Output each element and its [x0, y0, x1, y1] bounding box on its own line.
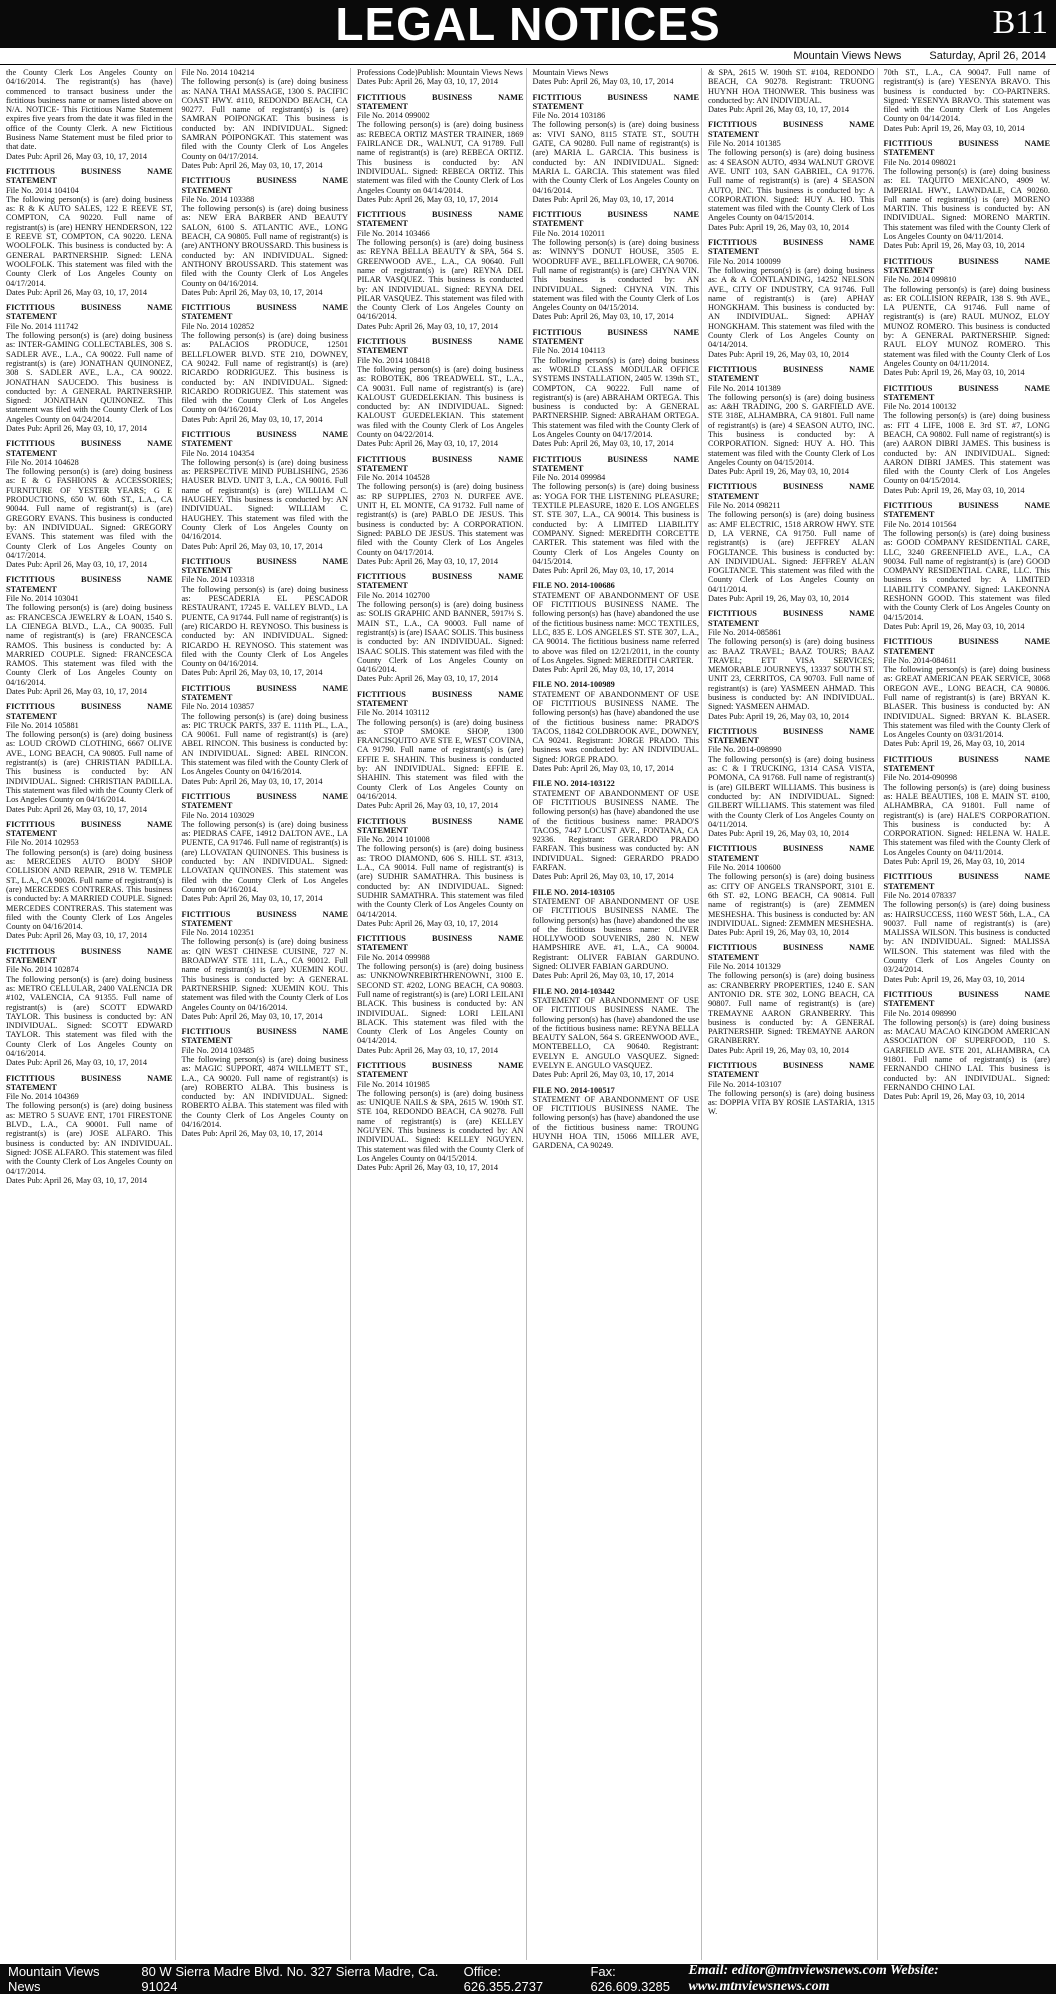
notice-head: FICTITIOUS BUSINESS NAME STATEMENT — [357, 93, 524, 112]
notice-pub: Dates Pub: April 19, 26, May 03, 10, 2014 — [708, 1046, 875, 1055]
notice-file: File No. 2014 100600 — [708, 863, 875, 872]
notice-file: File No. 2014 101564 — [884, 520, 1051, 529]
notice-file: File No. 2014 104628 — [6, 458, 173, 467]
notice-body: The following person(s) is (are) doing business as: PESCADERIA EL PESCADOR RESTAURANT, 17245 E. VALLEY BLVD., LA PUENTE, CA 91744. Full name of registrant(s) is (are) RICARDO H. REYNOSO. This business is conducted by: AN INDIVIDUAL. Signed: RICARDO H. REYNOSO. This statement was filed with the County Clerk of Los Angeles County on 04/16/2014. — [182, 585, 349, 669]
legal-notice — [182, 68, 349, 170]
notice-pub: Dates Pub: April 19, 26, May 03, 10, 2014 — [708, 829, 875, 838]
notice-body: The following person(s) is (are) doing business as: PIC TRUCK PARTS, 337 E. 111th PL., L.A., CA 90061. Full name of registrant(s) is (are) ABEL RINCON. This business is conducted by: AN INDIVIDUAL. Signed: ABEL RINCON. This statement was filed with the County Clerk of Los Angeles County on 04/16/2014. — [182, 712, 349, 777]
notice-file: File No. 2014 101389 — [708, 384, 875, 393]
notice-head: FICTITIOUS BUSINESS NAME STATEMENT — [6, 820, 173, 839]
notice-file: File No. 2014 098211 — [708, 501, 875, 510]
notice-head: FICTITIOUS BUSINESS NAME STATEMENT — [182, 430, 349, 449]
notice-head: FICTITIOUS BUSINESS NAME STATEMENT — [6, 303, 173, 322]
legal-notice — [182, 303, 349, 424]
notice-file: File No. 2014 098021 — [884, 158, 1051, 167]
notice-pub: Dates Pub: April 26, May 03, 10, 17, 2014 — [182, 777, 349, 786]
notice-head: FICTITIOUS BUSINESS NAME STATEMENT — [884, 637, 1051, 656]
legal-notice — [6, 702, 173, 814]
legal-notice — [533, 581, 700, 674]
notice-body: The following person(s) is (are) doing business as: ROBOTEK, 806 TREADWELL ST., L.A., CA 90031. Full name of registrant(s) is (are) KALOUST GUEDELEKIAN. This business is conducted by: AN INDIVIDUAL. Signed: KALOUST GUEDELEKIAN. This statement was filed with the County Clerk of Los Angeles County on 04/22/2014. — [357, 365, 524, 439]
legal-notice — [533, 328, 700, 449]
notice-head: FICTITIOUS BUSINESS NAME STATEMENT — [884, 139, 1051, 158]
notice-head: FICTITIOUS BUSINESS NAME STATEMENT — [708, 238, 875, 257]
notice-head: FICTITIOUS BUSINESS NAME STATEMENT — [884, 990, 1051, 1009]
notice-file: File No. 2014 104354 — [182, 449, 349, 458]
legal-notice — [708, 727, 875, 839]
notice-file: File No. 2014-090998 — [884, 773, 1051, 782]
legal-notice — [357, 1061, 524, 1173]
notice-pub: Dates Pub: April 26, May 03, 10, 17, 2014 — [357, 195, 524, 204]
notice-file: File No. 2014 108418 — [357, 356, 524, 365]
notice-head: FICTITIOUS BUSINESS NAME STATEMENT — [884, 501, 1051, 520]
footer-bar — [0, 1964, 1056, 1994]
footer-office: Office: 626.355.2737 — [464, 1964, 573, 1994]
notice-file: File No. 2014 102011 — [533, 229, 700, 238]
notice-file: File No. 2014 103318 — [182, 575, 349, 584]
notice-head: FICTITIOUS BUSINESS NAME STATEMENT — [6, 947, 173, 966]
notice-file: File No. 2014-103107 — [708, 1080, 875, 1089]
notice-head: FICTITIOUS BUSINESS NAME STATEMENT — [533, 328, 700, 347]
notice-body: The following person(s) is (are) doing business as: SOLIS GRAPHIC AND BANNER, 5917½ S. MAIN ST., L.A., CA 90003. Full name of registrant(s) is (are) ISAAC SOLIS. This business is conducted by: AN INDIVIDUAL. Signed: ISAAC SOLIS. This statement was filed with the County Clerk of Los Angeles County on 04/16/2014. — [357, 600, 524, 674]
notice-pub: Dates Pub: April 26, May 03, 10, 17, 2014 — [533, 77, 700, 86]
legal-notice — [884, 257, 1051, 378]
notice-head: FICTITIOUS BUSINESS NAME STATEMENT — [182, 303, 349, 322]
notice-pub: Dates Pub: April 26, May 03, 10, 17, 2014 — [182, 542, 349, 551]
legal-notice — [357, 337, 524, 449]
legal-notice — [6, 167, 173, 297]
notice-body: The following person(s) is (are) doing business as: A & A CONTLANDING, 14252 NELSON AVE., CITY OF INDUSTRY, CA 91746. Full name of registrant(s) is (are) APHAY HONGKHAM. This business is conducted by: AN INDIVIDUAL. Signed: APHAY HONGKHAM. This statement was filed with the County Clerk of Los Angeles County on 04/14/2014. — [708, 266, 875, 350]
notice-pub: Dates Pub: April 19, 26, May 03, 10, 2014 — [884, 486, 1051, 495]
notice-pub: Dates Pub: April 19, 26, May 03, 10, 2014 — [884, 857, 1051, 866]
notice-body: The following person(s) is (are) doing business as: FRANCESCA JEWELRY & LOAN, 1540 S. LA CIENEGA BLVD., L.A., CA 90035. Full name of registrant(s) is (are) FRANCESCA RAMOS. This business is conducted by: A MARRIED COUPLE. Signed: FRANCESCA RAMOS. This statement was filed with the County Clerk of Los Angeles County on 04/16/2014. — [6, 603, 173, 687]
legal-notice — [884, 637, 1051, 749]
notice-file: File No. 2014 101985 — [357, 1080, 524, 1089]
notice-pub: Dates Pub: April 26, May 03, 10, 17, 2014 — [357, 1163, 524, 1172]
notice-body: The following person(s) is (are) doing business as: QIN WEST CHINESE CUISINE, 727 N. BROADWAY STE 111, L.A., CA 90012. Full name of registrant(s) is (are) XUEMIN KOU. This business is conducted by: A GENERAL PARTNERSHIP. Signed: XUEMIN KOU. This statement was filed with the County Clerk of Los Angeles County on 04/16/2014. — [182, 937, 349, 1011]
notice-body: STATEMENT OF ABANDONMENT OF USE OF FICTITIOUS BUSINESS NAME. The following person(s) has (have) abandoned the use of the fictitious business name: MCC TEXTILES, LLC, 835 E. LOS ANGELES ST. STE 307, L.A., CA 90014. The fictitious business name referred to above was filed on 12/21/2011, in the county of Los Angeles. Signed: MEREDITH CARTER. — [533, 591, 700, 665]
notice-head: FICTITIOUS BUSINESS NAME STATEMENT — [6, 575, 173, 594]
legal-notice — [357, 934, 524, 1055]
notice-pub: Dates Pub: April 26, May 03, 10, 17, 2014 — [357, 439, 524, 448]
notice-file: File No. 2014 102953 — [6, 838, 173, 847]
notice-pub: Dates Pub: April 26, May 03, 10, 17, 2014 — [6, 424, 173, 433]
notice-column — [706, 68, 878, 1960]
legal-notice — [884, 990, 1051, 1102]
notice-file: File No. 2014 103857 — [182, 702, 349, 711]
notice-body: The following person(s) is (are) doing business as: INTER-GAMING COLLECTABLES, 308 S. SADLER AVE., L.A., CA 90022. Full name of registrant(s) is (are) JONATHAN QUINONEZ, 308 S. SADLER AVE., L.A., CA 90022. JONATHAN SAUCEDO. This business is conducted by: A GENERAL PARTNERSHIP. Signed: JONATHAN QUINONEZ. This statement was filed with the County Clerk of Los Angeles County on 04/24/2014. — [6, 331, 173, 424]
footer-fax: Fax: 626.609.3285 — [590, 1964, 688, 1994]
notice-pub: Dates Pub: April 19, 26, May 03, 10, 2014 — [884, 975, 1051, 984]
notice-pub: Dates Pub: April 26, May 03, 10, 17, 2014 — [182, 1012, 349, 1021]
notice-head: FICTITIOUS BUSINESS NAME STATEMENT — [6, 439, 173, 458]
notice-head: FICTITIOUS BUSINESS NAME STATEMENT — [182, 910, 349, 929]
notice-pub: Dates Pub: April 26, May 03, 10, 17, 2014 — [182, 415, 349, 424]
notice-file: File No. 2014 105881 — [6, 721, 173, 730]
notice-pub: Dates Pub: April 26, May 03, 10, 17, 2014 — [6, 1058, 173, 1067]
notice-file: File No. 2014 111742 — [6, 322, 173, 331]
notice-pub: Dates Pub: April 26, May 03, 10, 17, 2014 — [182, 161, 349, 170]
notice-file: File No. 2014 100099 — [708, 257, 875, 266]
legal-notice — [533, 680, 700, 773]
legal-notice — [884, 872, 1051, 984]
notice-body: The following person(s) is (are) doing business as: PALACIOS PRODUCE, 12501 BELLFLOWER BLVD. STE 210, DOWNEY, CA 90242. Full name of registrant(s) is (are) RICARDO RODRIGUEZ. This business is conducted by: AN INDIVIDUAL. Signed: RICARDO RODRIGUEZ. This statement was filed with the County Clerk of Los Angeles County on 04/16/2014. — [182, 331, 349, 415]
notice-body: The following person(s) is (are) doing business as: GOOD COMPANY RESIDENTIAL CARE, LLC, 3240 GREENFIELD AVE., L.A., CA 90034. Full name of registrant(s) is (are) GOOD COMPANY RESIDENTIAL CARE, LLC. This business is conducted by: A LIMITED LIABILITY COMPANY. Signed: LAKEONNA RESHONN GOOD. This statement was filed with the County Clerk of Los Angeles County on 04/15/2014. — [884, 529, 1051, 622]
legal-notice — [884, 501, 1051, 631]
notice-file: File No. 2014 103485 — [182, 1046, 349, 1055]
notice-body: The following person(s) is (are) doing business as: E & G FASHIONS & ACCESSORIES; FURNITURE OF YESTER YEARS; G E PRODUCTIONS, 650 W. 60th ST., L.A., CA 90044. Full name of registrant(s) is (are) GREGORY EVANS. This business is conducted by: AN INDIVIDUAL. Signed: GREGORY EVANS. This statement was filed with the County Clerk of Los Angeles County on 04/17/2014. — [6, 467, 173, 560]
notice-pub: Dates Pub: April 19, 26, May 03, 10, 2014 — [708, 594, 875, 603]
notice-head: FICTITIOUS BUSINESS NAME STATEMENT — [357, 210, 524, 229]
notice-body: The following person(s) is (are) doing business as: METRO 5 SUAVE ENT, 1701 FIRESTONE BLVD., L.A., CA 90001. Full name of registrant(s) is (are) JOSE ALFARO. This business is conducted by: AN INDIVIDUAL. Signed: JOSE ALFARO. This statement was filed with the County Clerk of Los Angeles County on 04/17/2014. — [6, 1101, 173, 1175]
notice-body: The following person(s) is (are) doing business as: VIVI SANO, 8115 STATE ST., SOUTH GATE, CA 90280. Full name of registrant(s) is (are) MARIA L. GARCIA. This business is conducted by: AN INDIVIDUAL. Signed: MARIA L. GARCIA. This statement was filed with the County Clerk of Los Angeles County on 04/16/2014. — [533, 120, 700, 194]
legal-notice — [357, 210, 524, 331]
notice-pub: Dates Pub: April 19, 26, May 03, 10, 2014 — [708, 928, 875, 937]
legal-notice — [708, 844, 875, 937]
legal-notice — [708, 1061, 875, 1117]
notice-body: The following person(s) is (are) doing business as: REYNA BELLA BEAUTY & SPA, 564 S. GREENWOOD AVE., L.A., CA 90640. Full name of registrant(s) is (are) REYNA DEL PILAR VASQUEZ. This business is conducted by: AN INDIVIDUAL. Signed: REYNA DEL PILAR VASQUEZ. This statement was filed with the County Clerk of Los Angeles County on 04/16/2014. — [357, 238, 524, 322]
notice-body: Mountain Views News — [533, 68, 700, 77]
page-number: B11 — [993, 0, 1048, 46]
notice-body: & SPA, 2615 W. 190th ST. #104, REDONDO BEACH, CA 90278. Registrant: TRUONG HUYNH HOA THONWER. This business was conducted by: AN INDIVIDUAL. — [708, 68, 875, 105]
notice-head: FICTITIOUS BUSINESS NAME STATEMENT — [182, 557, 349, 576]
notice-pub: Dates Pub: April 26, May 03, 10, 17, 2014 — [533, 872, 700, 881]
legal-notice — [884, 139, 1051, 251]
notice-head: FICTITIOUS BUSINESS NAME STATEMENT — [708, 844, 875, 863]
notice-pub: Dates Pub: April 26, May 03, 10, 17, 2014 — [6, 931, 173, 940]
legal-notice — [182, 684, 349, 786]
notice-file: File No. 2014-085861 — [708, 628, 875, 637]
notice-pub: Dates Pub: April 26, May 03, 10, 17, 2014 — [533, 312, 700, 321]
notice-pub: Dates Pub: April 26, May 03, 10, 17, 2014 — [6, 687, 173, 696]
notice-file: File No. 2014 100132 — [884, 402, 1051, 411]
notice-body: The following person(s) is (are) doing business as: CRANBERRY PROPERTIES, 1240 E. SAN ANTONIO DR. STE 302, LONG BEACH, CA 90807. Full name of registrant(s) is (are) TREMAYNE AARON GRANBERRY. This business is conducted by: A GENERAL PARTNERSHIP. Signed: TREMAYNE AARON GRANBERRY. — [708, 971, 875, 1045]
notice-body: The following person(s) is (are) doing business as: TROO DIAMOND, 606 S. HILL ST. #313, L.A., CA 90014. Full name of registrant(s) is (are) SUDHIR SAMATHRA. This business is conducted by: AN INDIVIDUAL. Signed: SUDHIR SAMATHRA. This statement was filed with the County Clerk of Los Angeles County on 04/14/2014. — [357, 844, 524, 918]
notice-body: The following person(s) is (are) doing business as: C & I TRUCKING, 1314 CASA VISTA, POMONA, CA 91768. Full name of registrant(s) is (are) GILBERT WILLIAMS. This business is conducted by: AN INDIVIDUAL. Signed: GILBERT WILLIAMS. This statement was filed with the County Clerk of Los Angeles County on 04/11/2014. — [708, 755, 875, 829]
legal-notice — [533, 1086, 700, 1151]
notice-head: FICTITIOUS BUSINESS NAME STATEMENT — [357, 572, 524, 591]
legal-notice — [533, 987, 700, 1080]
legal-notice — [6, 575, 173, 696]
notice-body: The following person(s) is (are) doing business as: MAGIC SUPPORT, 4874 WILLMETT ST., L.A., CA 90020. Full name of registrant(s) is (are) ROBERTO ALBA. This business is conducted by: AN INDIVIDUAL. Signed: ROBERTO ALBA. This statement was filed with the County Clerk of Los Angeles County on 04/16/2014. — [182, 1055, 349, 1129]
notice-file: File No. 2014 102874 — [6, 965, 173, 974]
notice-pub: Dates Pub: April 19, 26, May 03, 10, 2014 — [708, 712, 875, 721]
notice-file: File No. 2014 104528 — [357, 473, 524, 482]
legal-notice — [6, 820, 173, 941]
notice-file: File No. 2014 102351 — [182, 928, 349, 937]
notice-pub: Dates Pub: April 19, 26, May 03, 10, 2014 — [884, 241, 1051, 250]
issue-date: Saturday, April 26, 2014 — [929, 50, 1046, 62]
notice-body: The following person(s) is (are) doing business as: A&H TRADING, 200 S. GARFIELD AVE. STE 318E, ALHAMBRA, CA 91801. Full name of registrant(s) is (are) 4 SEASON AUTO, INC. This business is conducted by: A CORPORATION. Signed: HUY A. HO. This statement was filed with the County Clerk of Los Angeles County on 04/15/2014. — [708, 393, 875, 467]
notice-body: The following person(s) is (are) doing business as: WORLD CLASS MODULAR OFFICE SYSTEMS INSTALLATION, 2405 W. 139th ST., COMPTON, CA 90222. Full name of registrant(s) is (are) ABRAHAM ORTEGA. This business is conducted by: A GENERAL PARTNERSHIP. Signed: ABRAHAM ORTEGA. This statement was filed with the County Clerk of Los Angeles County on 04/17/2014. — [533, 356, 700, 440]
notice-pub: Dates Pub: April 19, 26, May 03, 10, 2014 — [884, 368, 1051, 377]
notice-pub: Dates Pub: April 19, 26, May 03, 10, 2014 — [884, 622, 1051, 631]
notice-body: The following person(s) is (are) doing business as: METRO CELLULAR, 2400 VALENCIA DR #102, VALENCIA, CA 91355. Full name of registrant(s) is (are) SCOTT EDWARD TAYLOR. This business is conducted by: AN INDIVIDUAL. Signed: SCOTT EDWARD TAYLOR. This statement was filed with the County Clerk of Los Angeles County on 04/16/2014. — [6, 975, 173, 1059]
legal-notice — [182, 557, 349, 678]
legal-notice — [533, 93, 700, 205]
legal-notice — [182, 792, 349, 904]
notice-column — [180, 68, 352, 1960]
notice-file: File No. 2014 103041 — [6, 594, 173, 603]
notice-pub: Dates Pub: April 26, May 03, 10, 17, 2014 — [6, 805, 173, 814]
notice-file: File No. 2014 103466 — [357, 229, 524, 238]
notice-file: File No. 2014 103112 — [357, 708, 524, 717]
notice-head: FICTITIOUS BUSINESS NAME STATEMENT — [6, 1074, 173, 1093]
notice-head: FILE NO. 2014-100517 — [533, 1086, 700, 1095]
legal-notice — [357, 690, 524, 811]
notice-file: File No. 2014 099002 — [357, 111, 524, 120]
notice-head: FICTITIOUS BUSINESS NAME STATEMENT — [533, 455, 700, 474]
notice-pub: Dates Pub: April 26, May 03, 10, 17, 2014 — [533, 195, 700, 204]
notice-head: FICTITIOUS BUSINESS NAME STATEMENT — [182, 792, 349, 811]
notice-pub: Dates Pub: April 19, 26, May 03, 10, 2014 — [708, 467, 875, 476]
notice-body: The following person(s) is (are) doing business as: EL TAQUITO MEXICANO, 4909 W. IMPERIAL HWY., LAWNDALE, CA 90260. Full name of registrant(s) is (are) MORENO MARTIN. This business is conducted by: AN INDIVIDUAL. Signed: MORENO MARTIN. This statement was filed with the County Clerk of Los Angeles County on 04/11/2014. — [884, 167, 1051, 241]
legal-notice — [182, 430, 349, 551]
notice-head: FILE NO. 2014-103122 — [533, 779, 700, 788]
notice-file: File No. 2014 104113 — [533, 346, 700, 355]
notice-pub: Dates Pub: April 19, 26, May 03, 10, 2014 — [708, 223, 875, 232]
notice-file: File No. 2014 103186 — [533, 111, 700, 120]
legal-notice — [357, 68, 524, 87]
notice-head: FILE NO. 2014-103105 — [533, 888, 700, 897]
notice-head: FICTITIOUS BUSINESS NAME STATEMENT — [708, 482, 875, 501]
masthead-subbar — [0, 48, 1056, 65]
legal-notice — [357, 572, 524, 684]
notice-pub: Dates Pub: April 26, May 03, 10, 17, 2014 — [182, 668, 349, 677]
notice-body: The following person(s) is (are) doing business as: 4 SEASON AUTO, 4934 WALNUT GROVE AVE. UNIT 103, SAN GABRIEL, CA 91776. Full name of registrant(s) is (are) 4 SEASON AUTO, INC. This business is conducted by: A CORPORATION. Signed: HUY A. HO. This statement was filed with the County Clerk of Los Angeles County on 04/15/2014. — [708, 148, 875, 222]
legal-notice — [357, 817, 524, 929]
notice-column — [882, 68, 1053, 1960]
notice-body: The following person(s) is (are) doing business as: REBECA ORTIZ MASTER TRAINER, 1869 FAIRLANCE DR., WALNUT, CA 91789. Full name of registrant(s) is (are) REBECA ORTIZ. This business is conducted by: AN INDIVIDUAL. Signed: REBECA ORTIZ. This statement was filed with the County Clerk of Los Angeles County on 04/14/2014. — [357, 120, 524, 194]
legal-notice — [708, 68, 875, 114]
notice-file: File No. 2014 101329 — [708, 962, 875, 971]
legal-notice — [6, 68, 173, 161]
notice-head: FICTITIOUS BUSINESS NAME STATEMENT — [708, 727, 875, 746]
notice-body: STATEMENT OF ABANDONMENT OF USE OF FICTITIOUS BUSINESS NAME. The following person(s) has (have) abandoned the use of the fictitious business name: OLIVER HOLLYWOOD SOUVENIRS, 280 N. NEW HAMPSHIRE AVE. #1, L.A., CA 90004. Registrant: OLIVER FABIAN GARDUNO. Signed: OLIVER FABIAN GARDUNO. — [533, 897, 700, 971]
legal-notice — [182, 176, 349, 297]
notice-pub: Dates Pub: April 19, 26, May 03, 10, 2014 — [884, 739, 1051, 748]
legal-notice — [884, 384, 1051, 496]
footer-contact: Email: editor@mtnviewsnews.com Website: www.mtnviewsnews.com — [688, 1963, 1048, 1995]
notice-head: FICTITIOUS BUSINESS NAME STATEMENT — [182, 684, 349, 703]
notice-body: The following person(s) is (are) doing business as: NANA THAI MASSAGE, 1300 S. PACIFIC COAST HWY. #110, REDONDO BEACH, CA 90277. Full name of registrant(s) is (are) SAMRAN POIPONGKAT. This business is conducted by: AN INDIVIDUAL. Signed: SAMRAN POIPONGKAT. This statement was filed with the County Clerk of Los Angeles County on 04/17/2014. — [182, 77, 349, 161]
notice-pub: Dates Pub: April 26, May 03, 10, 17, 2014 — [6, 560, 173, 569]
legal-notice — [182, 1027, 349, 1139]
notice-head: FICTITIOUS BUSINESS NAME STATEMENT — [6, 167, 173, 186]
notice-head: FILE NO. 2014-100989 — [533, 680, 700, 689]
notice-pub: Dates Pub: April 26, May 03, 10, 17, 2014 — [6, 1176, 173, 1185]
notice-body: The following person(s) is (are) doing business as: HAIRSUCCESS, 1160 WEST 56th, L.A., CA 90037. Full name of registrant(s) is (are) MALISSA WILSON. This business is conducted by: AN INDIVIDUAL. Signed: MALISSA WILSON. This statement was filed with the County Clerk of Los Angeles County on 03/24/2014. — [884, 900, 1051, 974]
notice-head: FICTITIOUS BUSINESS NAME STATEMENT — [357, 455, 524, 474]
legal-notice — [182, 910, 349, 1022]
notice-head: FICTITIOUS BUSINESS NAME STATEMENT — [708, 120, 875, 139]
notice-pub: Dates Pub: April 26, May 03, 10, 17, 2014 — [357, 674, 524, 683]
notice-body: Professions Code)Publish: Mountain Views News — [357, 68, 524, 77]
notice-head: FICTITIOUS BUSINESS NAME STATEMENT — [357, 934, 524, 953]
notice-file: File No. 2014 103388 — [182, 195, 349, 204]
notice-head: FICTITIOUS BUSINESS NAME STATEMENT — [533, 210, 700, 229]
notice-head: FILE NO. 2014-103442 — [533, 987, 700, 996]
publication-name: Mountain Views News — [793, 50, 901, 62]
notice-head: FICTITIOUS BUSINESS NAME STATEMENT — [708, 365, 875, 384]
notice-head: FICTITIOUS BUSINESS NAME STATEMENT — [357, 690, 524, 709]
notice-body: The following person(s) is (are) doing business as: R & K AUTO SALES, 122 E REEVE ST, COMPTON, CA 90220. Full name of registrant(s) is (are) HENRY HENDERSON, 122 E REEVE ST, COMPTON, CA 90220. LENA WOOLFOLK. This business is conducted by: A GENERAL PARTNERSHIP. Signed: LENA WOOLFOLK. This statement was filed with the County Clerk of Los Angeles County on 04/17/2014. — [6, 195, 173, 288]
notice-head: FICTITIOUS BUSINESS NAME STATEMENT — [708, 609, 875, 628]
legal-notice — [708, 365, 875, 477]
notice-body: STATEMENT OF ABANDONMENT OF USE OF FICTITIOUS BUSINESS NAME. The following person(s) has (have) abandoned the use of the fictitious business name: PRADO'S TACOS, 11842 COLDBROOK AVE., DOWNEY, CA 90241. Registrant: JORGE PRADO. This business was conducted by: AN INDIVIDUAL. Signed: JORGE PRADO. — [533, 690, 700, 764]
notice-body: The following person(s) is (are) doing business as: UNKNOWNREBIRTHRENOWN1, 3100 E. SECOND ST. #202, LONG BEACH, CA 90803. Full name of registrant(s) is (are) LORI LEILANI BLACK. This business is conducted by: AN INDIVIDUAL. Signed: LORI LEILANI BLACK. This statement was filed with the County Clerk of Los Angeles County on 04/14/2014. — [357, 962, 524, 1046]
notice-column — [355, 68, 527, 1960]
footer-address: 80 W Sierra Madre Blvd. No. 327 Sierra Madre, Ca. 91024 — [141, 1964, 445, 1994]
notice-body: The following person(s) is (are) doing business as: AMF ELECTRIC, 1518 ARROW HWY. STE D, LA VERNE, CA 91750. Full name of registrant(s) is (are) JEFFREY ALAN FOGLTANCE. This business is conducted by: AN INDIVIDUAL. Signed: JEFFREY ALAN FOGLTANCE. This statement was filed with the County Clerk of Los Angeles County on 04/11/2014. — [708, 510, 875, 594]
legal-notice — [708, 482, 875, 603]
notice-pub: Dates Pub: April 26, May 03, 10, 17, 2014 — [533, 764, 700, 773]
notice-column — [531, 68, 703, 1960]
notice-head: FICTITIOUS BUSINESS NAME STATEMENT — [884, 872, 1051, 891]
notice-pub: Dates Pub: April 26, May 03, 10, 17, 2014 — [182, 894, 349, 903]
legal-notice — [6, 439, 173, 569]
notice-pub: Dates Pub: April 26, May 03, 10, 17, 2014 — [182, 1129, 349, 1138]
notice-pub: Dates Pub: April 26, May 03, 10, 17, 2014 — [533, 971, 700, 980]
notice-body: The following person(s) is (are) doing business as: HALE BEAUTIES, 108 E. MAIN ST. #100, ALHAMBRA, CA 91801. Full name of registrant(s) is (are) HALE'S CORPORATION. This business is conducted by: A CORPORATION. Signed: HELENA W. HALE. This statement was filed with the County Clerk of Los Angeles County on 04/11/2014. — [884, 783, 1051, 857]
notice-body: The following person(s) is (are) doing business as: STOP SMOKE SHOP, 1300 FRANCISQUITO AVE STE E, WEST COVINA, CA 91790. Full name of registrant(s) is (are) EFFIE E. SHAHIN. This business is conducted by: AN INDIVIDUAL. Signed: EFFIE E. SHAHIN. This statement was filed with the County Clerk of Los Angeles County on 04/16/2014. — [357, 718, 524, 802]
notice-file: File No. 2014 099984 — [533, 473, 700, 482]
notice-pub: Dates Pub: April 26, May 03, 10, 17, 2014 — [357, 322, 524, 331]
notice-head: FILE NO. 2014-100686 — [533, 581, 700, 590]
notice-file: File No. 2014 101385 — [708, 139, 875, 148]
notice-head: FICTITIOUS BUSINESS NAME STATEMENT — [182, 1027, 349, 1046]
notice-body: The following person(s) is (are) doing business as: ER COLLISION REPAIR, 138 S. 9th AVE., LA PUENTE, CA 91746. Full name of registrant(s) is (are) RAUL MUNOZ, ELOY MUNOZ ROMERO. This business is conducted by: A GENERAL PARTNERSHIP. Signed: RAUL ELOY MUNOZ ROMERO. This statement was filed with the County Clerk of Los Angeles County on 04/11/2014. — [884, 285, 1051, 369]
notice-body: The following person(s) is (are) doing business as: PERSPECTIVE MIND PUBLISHING, 2536 HAUSER BLVD. UNIT 3, L.A., CA 90016. Full name of registrant(s) is (are) WILLIAM C. HAUGHEY. This business is conducted by: AN INDIVIDUAL. Signed: WILLIAM C. HAUGHEY. This statement was filed with the County Clerk of Los Angeles County on 04/16/2014. — [182, 458, 349, 542]
notice-file: File No. 2014 101008 — [357, 835, 524, 844]
notice-body: The following person(s) is (are) doing business as: WINNY'S DONUT HOUSE, 3505 E. WOODRUFF AVE., BELLFLOWER, CA 90706. Full name of registrant(s) is (are) CHYNA VIN. This business is conducted by: AN INDIVIDUAL. Signed: CHYNA VIN. This statement was filed with the County Clerk of Los Angeles County on 04/15/2014. — [533, 238, 700, 312]
legal-notice — [884, 68, 1051, 133]
legal-notice — [6, 303, 173, 433]
notice-body: STATEMENT OF ABANDONMENT OF USE OF FICTITIOUS BUSINESS NAME. The following person(s) has (have) abandoned the use of the fictitious business name: PRADO'S TACOS, 7447 LOCUST AVE., FONTANA, CA 92336. Registrant: GERARDO PRADO FARFAN. This business was conducted by: AN INDIVIDUAL. Signed: GERARDO PRADO FARFAN. — [533, 789, 700, 873]
notice-pub: Dates Pub: April 26, May 03, 10, 17, 2014 — [533, 1070, 700, 1079]
legal-notice — [708, 238, 875, 359]
legal-notice — [533, 779, 700, 881]
notice-file: File No. 2014-098990 — [708, 745, 875, 754]
notice-file: File No. 2014 104104 — [6, 186, 173, 195]
notice-file: File No. 2014 104369 — [6, 1092, 173, 1101]
notice-file: File No. 2014 098990 — [884, 1009, 1051, 1018]
notice-body: STATEMENT OF ABANDONMENT OF USE OF FICTITIOUS BUSINESS NAME. The following person(s) has (have) abandoned the use of the fictitious business name: REYNA BELLA BEAUTY SALON, 564 S. GREENWOOD AVE., MONTEBELLO, CA 90640. Registrant: EVELYN E. ANGULO VASQUEZ. Signed: EVELYN E. ANGULO VASQUEZ. — [533, 996, 700, 1070]
notice-pub: Dates Pub: April 26, May 03, 10, 17, 2014 — [357, 1046, 524, 1055]
notice-pub: Dates Pub: April 26, May 03, 10, 17, 2014 — [357, 919, 524, 928]
legal-notice — [357, 455, 524, 567]
section-title: LEGAL NOTICES — [335, 0, 720, 48]
notice-pub: Dates Pub: April 26, May 03, 10, 17, 2014 — [357, 557, 524, 566]
notice-body: The following person(s) is (are) doing business as: GREAT AMERICAN PEAK SERVICE, 3068 OREGON AVE., LONG BEACH, CA 90806. Full name of registrant(s) is (are) BRYAN K. BLASER. This business is conducted by: AN INDIVIDUAL. Signed: BRYAN K. BLASER. This statement was filed with the County Clerk of Los Angeles County on 03/31/2014. — [884, 665, 1051, 739]
notice-body: The following person(s) is (are) doing business as: LOUD CROWD CLOTHING, 6667 OLIVE AVE., LONG BEACH, CA 90805. Full name of registrant(s) is (are) CHRISTIAN PADILLA. This business is conducted by: AN INDIVIDUAL. Signed: CHRISTIAN PADILLA. This statement was filed with the County Clerk of Los Angeles County on 04/16/2014. — [6, 730, 173, 804]
notice-head: FICTITIOUS BUSINESS NAME STATEMENT — [357, 817, 524, 836]
notice-body: STATEMENT OF ABANDONMENT OF USE OF FICTITIOUS BUSINESS NAME. The following person(s) has (have) abandoned the use of the fictitious business name: TROUNG HUYNH HOA TIN, 15066 MILLER AVE, GARDENA, CA 90249. — [533, 1095, 700, 1151]
notice-body: The following person(s) is (are) doing business as: NEW ERA BARBER AND BEAUTY SALON, 6100 S. ATLANTIC AVE., LONG BEACH, CA 90805. Full name of registrant(s) is (are) ANTHONY BROUSSARD. This business is conducted by: AN INDIVIDUAL. Signed: ANTHONY BROUSSARD. This statement was filed with the County Clerk of Los Angeles County on 04/16/2014. — [182, 204, 349, 288]
notice-body: The following person(s) is (are) doing business as: MERCEDES AUTO BODY SHOP COLLISION AND REPAIR, 2918 W. TEMPLE ST., L.A., CA 90026. Full name of registrant(s) is (are) MERCEDES CONTRERAS. This business is conducted by: A MARRIED COUPLE. Signed: MERCEDES CONTRERAS. This statement was filed with the County Clerk of Los Angeles County on 04/16/2014. — [6, 848, 173, 932]
notice-pub: Dates Pub: April 26, May 03, 10, 17, 2014 — [6, 288, 173, 297]
legal-notice — [6, 1074, 173, 1186]
notice-head: FICTITIOUS BUSINESS NAME STATEMENT — [357, 1061, 524, 1080]
notice-body: The following person(s) is (are) doing business as: MACAU MACAO KINGDOM AMERICAN ASSOCIATION OF SUPERFOOD, 110 S. GARFIELD AVE. STE 201, ALHAMBRA, CA 91801. Full name of registrant(s) is (are) FERNANDO CHINO LAI. This business is conducted by: AN INDIVIDUAL. Signed: FERNANDO CHINO LAI. — [884, 1018, 1051, 1092]
notice-head: FICTITIOUS BUSINESS NAME STATEMENT — [533, 93, 700, 112]
notice-body: The following person(s) is (are) doing business as: PIEDRAS CAFE, 14912 DALTON AVE., LA PUENTE, CA 91746. Full name of registrant(s) is (are) LLOVATAN QUINONES. This business is conducted by: AN INDIVIDUAL. Signed: LLOVATAN QUINONES. This statement was filed with the County Clerk of Los Angeles County on 04/16/2014. — [182, 820, 349, 894]
notice-file: File No. 2014 102852 — [182, 322, 349, 331]
notice-body: The following person(s) is (are) doing business as: YOGA FOR THE LISTENING PLEASURE; TEXTILE PLEASURE, 1820 E. LOS ANGELES ST. STE 307, L.A., CA 90014. This business is conducted by: A LIMITED LIABILITY COMPANY. Signed: MEREDITH CORCETTE CARTER. This statement was filed with the County Clerk of Los Angeles County on 04/15/2014. — [533, 482, 700, 566]
notice-file: File No. 2014 099810 — [884, 275, 1051, 284]
notice-file: File No. 2014 103029 — [182, 811, 349, 820]
notice-pub: Dates Pub: April 19, 26, May 03, 10, 2014 — [708, 350, 875, 359]
notice-head: FICTITIOUS BUSINESS NAME STATEMENT — [884, 384, 1051, 403]
notice-pub: Dates Pub: April 19, 26, May 03, 10, 2014 — [884, 124, 1051, 133]
notice-body: The following person(s) is (are) doing business as: BAAZ TRAVEL; BAAZ TOURS; BAAZ TRAVEL; ETT VISA SERVICES; MEMORABLE JOURNEYS, 13337 SOUTH ST. UNIT 23, CERRITOS, CA 90703. Full name of registrant(s) is (are) YASMEEN AHMAD. This business is conducted by: AN INDIVIDUAL. Signed: YASMEEN AHMAD. — [708, 637, 875, 711]
notice-head: FICTITIOUS BUSINESS NAME STATEMENT — [182, 176, 349, 195]
notice-head: FICTITIOUS BUSINESS NAME STATEMENT — [708, 943, 875, 962]
notice-head: FICTITIOUS BUSINESS NAME STATEMENT — [884, 257, 1051, 276]
notice-file: File No. 2014 099988 — [357, 953, 524, 962]
legal-notice — [708, 120, 875, 232]
notice-head: FICTITIOUS BUSINESS NAME STATEMENT — [708, 1061, 875, 1080]
legal-notice — [884, 755, 1051, 867]
masthead-banner — [0, 0, 1056, 48]
legal-notice — [533, 210, 700, 322]
notice-body: The following person(s) is (are) doing business as: DOPPIA VITA BY ROSIE LASTARIA, 1315 W. — [708, 1089, 875, 1117]
legal-notice — [357, 93, 524, 205]
notice-pub: Dates Pub: April 26, May 03, 10, 17, 2014 — [182, 288, 349, 297]
notice-body: The following person(s) is (are) doing business as: RP SUPPLIES, 2703 N. DURFEE AVE. UNIT H, EL MONTE, CA 91732. Full name of registrant(s) is (are) PABLO DE JESUS. This business is conducted by: A CORPORATION. Signed: PABLO DE JESUS. This statement was filed with the County Clerk of Los Angeles County on 04/17/2014. — [357, 482, 524, 556]
notice-file: File No. 2014 078337 — [884, 891, 1051, 900]
notice-columns — [4, 68, 1052, 1960]
legal-notice — [533, 68, 700, 87]
notice-pub: Dates Pub: April 26, May 03, 10, 17, 2014 — [533, 665, 700, 674]
notice-head: FICTITIOUS BUSINESS NAME STATEMENT — [884, 755, 1051, 774]
notice-body: The following person(s) is (are) doing business as: CITY OF ANGELS TRANSPORT, 3101 E. 6th ST. #2, LONG BEACH, CA 90814. Full name of registrant(s) is (are) ZEMMEN MESHESHA. This business is conducted by: AN INDIVIDUAL. Signed: ZEMMEN MESHESHA. — [708, 872, 875, 928]
notice-file: File No. 2014 102700 — [357, 591, 524, 600]
legal-notice — [708, 943, 875, 1055]
notice-pub: Dates Pub: April 19, 26, May 03, 10, 2014 — [884, 1092, 1051, 1101]
notice-pub: Dates Pub: April 26, May 03, 10, 17, 2014 — [708, 105, 875, 114]
notice-body: The following person(s) is (are) doing business as: FIT 4 LIFE, 1008 E. 3rd ST. #7, LONG BEACH, CA 90802. Full name of registrant(s) is (are) AARON DIBRI JAMES. This business is conducted by: AN INDIVIDUAL. Signed: AARON DIBRI JAMES. This statement was filed with the County Clerk of Los Angeles County on 04/15/2014. — [884, 411, 1051, 485]
notice-head: FICTITIOUS BUSINESS NAME STATEMENT — [6, 702, 173, 721]
footer-publication: Mountain Views News — [8, 1964, 123, 1994]
notice-pub: Dates Pub: April 26, May 03, 10, 17, 2014 — [533, 566, 700, 575]
notice-body: The following person(s) is (are) doing business as: UNIQUE NAILS & SPA, 2615 W. 190th ST. STE 104, REDONDO BEACH, CA 90278. Full name of registrant(s) is (are) KELLEY NGUYEN. This business is conducted by: AN INDIVIDUAL. Signed: KELLEY NGUYEN. This statement was filed with the County Clerk of Los Angeles County on 04/15/2014. — [357, 1089, 524, 1163]
legal-notice — [533, 455, 700, 576]
legal-notice — [6, 947, 173, 1068]
notice-head: FICTITIOUS BUSINESS NAME STATEMENT — [357, 337, 524, 356]
notice-file: File No. 2014 104214 — [182, 68, 349, 77]
notice-pub: Dates Pub: April 26, May 03, 10, 17, 2014 — [533, 439, 700, 448]
legal-notice — [533, 888, 700, 981]
notice-pub: Dates Pub: April 26, May 03, 10, 17, 2014 — [357, 77, 524, 86]
notice-body: 70th ST., L.A., CA 90047. Full name of registrant(s) is (are) YESENYA BRAVO. This business is conducted by: CO-PARTNERS. Signed: YESENYA BRAVO. This statement was filed with the County Clerk of Los Angeles County on 04/14/2014. — [884, 68, 1051, 124]
notice-pub: Dates Pub: April 26, May 03, 10, 17, 2014 — [6, 152, 173, 161]
notice-body: the County Clerk Los Angeles County on 04/16/2014. The registrant(s) has (have) commenced to transact business under the fictitious business name or names listed above on N/A. NOTICE- This Fictitious Name Statement expires five years from the date it was filed in the office of the County Clerk. A new Fictitious Business Name Statement must be filed prior to that date. — [6, 68, 173, 152]
notice-file: File No. 2014-084611 — [884, 656, 1051, 665]
notice-column — [4, 68, 176, 1960]
legal-notice — [708, 609, 875, 721]
notice-pub: Dates Pub: April 26, May 03, 10, 17, 2014 — [357, 801, 524, 810]
